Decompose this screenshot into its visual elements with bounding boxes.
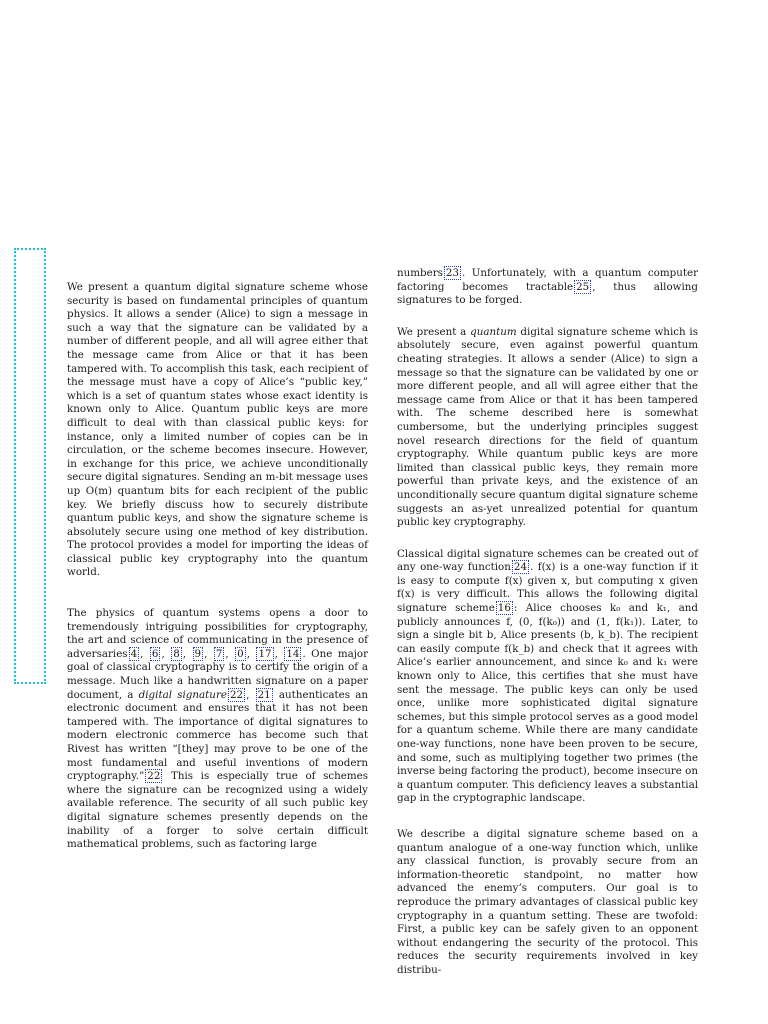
left-column xyxy=(67,281,368,852)
right-column xyxy=(397,267,698,996)
citation-link[interactable]: 25 xyxy=(576,280,590,293)
para-text: . f(x) is a one-way function if it is easy to compute f(x) given x, but computing x given f(x) is very difficult. This allows the following digital signature scheme xyxy=(397,561,698,615)
intro-text-2: . One major goal of classical cryptography is to certify the origin of a message. Much like a handwritten signature on a paper document, a xyxy=(67,647,369,701)
citation-link[interactable]: 21 xyxy=(257,688,271,701)
para-italic: quantum xyxy=(470,325,517,338)
citation-link[interactable]: 23 xyxy=(445,267,460,279)
citation-link[interactable]: 22 xyxy=(229,688,244,701)
citation-link[interactable]: 9 xyxy=(194,647,202,660)
description-paragraph: We describe a digital signature scheme based on a quantum analogue of a one-way function which, unlike any classical function, is provably secure from an information-theoretic standpoint, no matter how advanced the enemy’s computers. Our goal is to reproduce the primary advantages of classical public key cryptography in a quantum setting. These are twofold: First, a public key can be safely given to an opponent without endangering the security of the protocol. This reduces the security requirements involved in key distribu- xyxy=(397,827,698,976)
para-text: We present a xyxy=(397,325,471,338)
para-text: digital signature scheme which is absolutely secure, even against powerful quantum cheating strategies. It allows a sender (Alice) to sign a message so that the signature can be validated by one or more different people, and all will agree either that the message came from Alice or that it has been tampered with. The scheme described here is somewhat cumbersome, but the underlying principles suggest novel research directions for the field of quantum cryptography. While quantum public keys are more limited than classical public keys, they remain more powerful than private keys, and the existence of an unconditionally secure quantum digital signature scheme suggests an as-yet unrealized potential for quantum public key cryptography. xyxy=(397,325,698,529)
citation-link[interactable]: 8 xyxy=(173,647,180,660)
para-text: : Alice chooses k₀ and k₁, and publicly announces f, (0, f(k₀)) and (1, f(k₁)). Later, to sign a single bit b, Alice presents (b, k_b). The recipient can easily compute f(k_b) and check that it agrees with Alice’s earlier announcement, and since k₀ and k₁ were known only to Alice, this certifies that she must have sent the message. The public keys can only be used once, unlike more sophisticated digital signature schemes, but this simple protocol serves as a good model for a quantum scheme. While there are many candidate one-way functions, none have been proven to be secure, and some, such as multiplying together two primes (the inverse being factoring the product), become insecure on a quantum computer. This deficiency leaves a substantial gap in the cryptographic landscape. xyxy=(397,602,698,805)
citation-link[interactable]: 22 xyxy=(147,770,161,783)
classical-scheme-paragraph xyxy=(397,548,698,806)
citation-link[interactable]: 4 xyxy=(130,647,138,660)
citation-link[interactable]: 0 xyxy=(237,647,244,660)
intro-text-4: This is especially true of schemes where the signature can be recognized using a widely available reference. The security of all such public key digital signature schemes presently depends on the inability of a forger to solve certain difficult mathematical problems, such as factoring large xyxy=(67,770,368,851)
para-text: numbers xyxy=(397,267,443,279)
citation-link[interactable]: 24 xyxy=(513,561,527,574)
quantum-scheme-paragraph xyxy=(397,326,698,530)
continuation-paragraph xyxy=(397,267,698,308)
citation-link[interactable]: 16 xyxy=(497,602,511,615)
intro-paragraph: The physics of quantum systems opens a door to tremendously intriguing possibilities for cryptography, the art and science of communicating in the presence of adversaries 4 , 6 , 8 , 9 , 7 , 0 , 17 , 14 . One major goal of classical cryptography is to certify the origin of a message. Much like a handwritten signature on a paper document, a digital signature 22 , 21 authenticates an electronic document and ensures that it has not been tampered with. The importance of digital signatures to modern electronic commerce has become such that Rivest has written “[they] may prove to be one of the most fundamental and useful inventions of modern cryptography.” 22 This is especially true of schemes where the signature can be recognized using a widely available reference. The security of all such public key digital signature schemes presently depends on the inability of a forger to solve certain difficult mathematical problems, such as factoring large xyxy=(67,607,369,851)
citation-link[interactable]: 17 xyxy=(258,647,272,660)
intro-text-3: authenticates an electronic document and ensures that it has not been tampered with. The importance of digital signatures to modern electronic commerce has become such that Rivest has written “[they] may prove to be one of the most fundamental and useful inventions of modern cryptography.” xyxy=(67,688,369,783)
intro-italic: digital signature xyxy=(138,688,227,701)
para-text: Classical digital signature schemes can be created out of any one-way function xyxy=(397,547,698,574)
link-annotation-box xyxy=(14,248,46,684)
intro-text-1: The physics of quantum systems opens a door to tremendously intriguing possibilities for cryptography, the art and science of communicating in the presence of adversaries xyxy=(67,607,368,660)
citation-link[interactable]: 6 xyxy=(151,647,159,660)
abstract-paragraph: We present a quantum digital signature scheme whose security is based on fundamental principles of quantum physics. It allows a sender (Alice) to sign a message in such a way that the signature can be validated by a number of different people, and all will agree either that the message came from Alice or that it has been tampered with. To accomplish this task, each recipient of the message must have a copy of Alice’s “public key,” which is a set of quantum states whose exact identity is known only to Alice. Quantum public keys are more difficult to deal with than classical public keys: for instance, only a limited number of copies can be in circulation, or the scheme becomes insecure. However, in exchange for this price, we achieve unconditionally secure digital signatures. Sending an m-bit message uses up O(m) quantum bits for each recipient of the public key. We briefly discuss how to securely distribute quantum public keys, and show the signature scheme is absolutely secure using one method of key distribution. The protocol provides a model for importing the ideas of classical public key cryptography into the quantum world. xyxy=(67,281,368,579)
citation-link[interactable]: 7 xyxy=(215,647,223,660)
citation-link[interactable]: 14 xyxy=(286,647,300,660)
para-text: . Unfortunately, with a quantum computer factoring becomes tractable xyxy=(397,267,698,293)
para-text: , thus allowing signatures to be forged. xyxy=(397,280,698,307)
